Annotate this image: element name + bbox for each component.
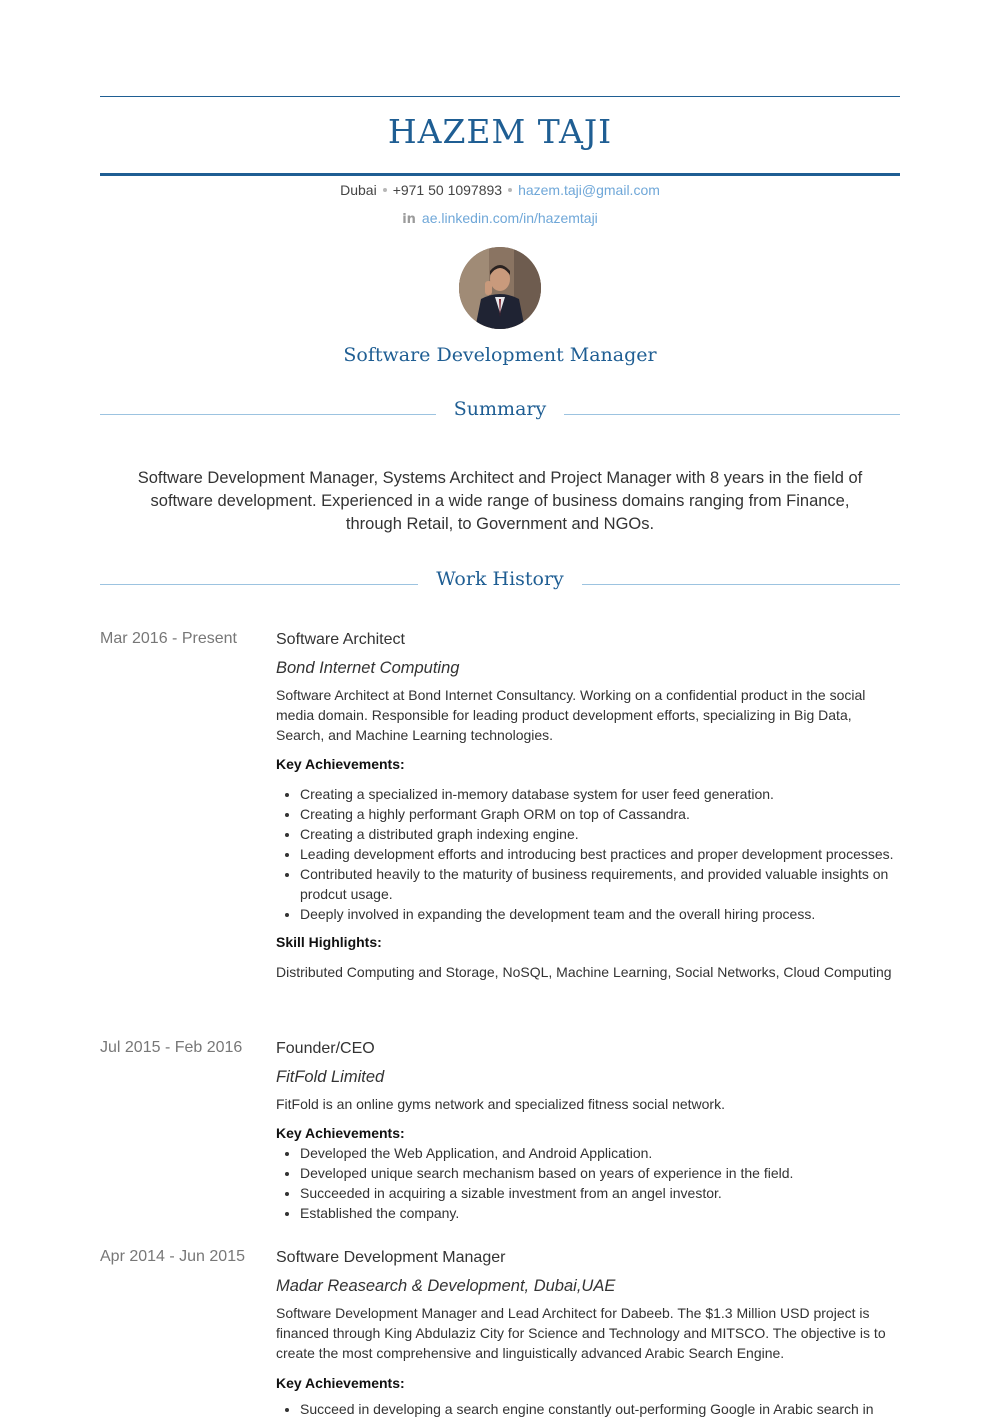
- job-body: [276, 630, 900, 982]
- phone: +971 50 1097893: [392, 182, 503, 198]
- job-description: FitFold is an online gyms network and specialized fitness social network.: [276, 1096, 725, 1112]
- achievements-list: [276, 1399, 900, 1419]
- list-item: • Creating a distributed graph indexing engine.: [300, 824, 900, 844]
- section-title: Summary: [453, 398, 547, 420]
- avatar-photo: [459, 247, 541, 329]
- job-description: Software Development Manager and Lead Architect for Dabeeb. The $1.3 Million USD project is financed through King Abdulaziz City for Science and Technology and MITSCO. The objective is to create the most comprehensive and linguistically advanced Arabic Search Engine.: [276, 1305, 886, 1361]
- achievements-label: Key Achievements:: [276, 756, 405, 772]
- job-company: Madar Reasearch & Development, Dubai,UAE: [276, 1277, 616, 1295]
- header-bottom-rule: [100, 173, 900, 176]
- list-item: • Deeply involved in expanding the development team and the overall hiring process.: [300, 904, 900, 924]
- achievements-label: Key Achievements:: [276, 1375, 405, 1391]
- city: Dubai: [340, 182, 377, 198]
- email-link[interactable]: hazem.taji@gmail.com: [518, 182, 660, 198]
- job-title: Founder/CEO: [276, 1040, 375, 1057]
- list-item: • Creating a highly performant Graph ORM on top of Cassandra.: [300, 804, 900, 824]
- job-dates: Apr 2014 - Jun 2015: [100, 1248, 245, 1265]
- job-title: Software Development Manager: [276, 1249, 506, 1266]
- skills-text: Distributed Computing and Storage, NoSQL, Machine Learning, Social Networks, Cloud Computing: [276, 964, 892, 980]
- list-item: • Established the company.: [300, 1203, 900, 1223]
- job-description: Software Architect at Bond Internet Consultancy. Working on a confidential product in the social media domain. Responsible for leading product development efforts, specializing in Big Data, Search, and Machine Learning technologies.: [276, 687, 866, 743]
- list-item: • Succeeded in acquiring a sizable investment from an angel investor.: [300, 1183, 900, 1203]
- list-item: • Contributed heavily to the maturity of business requirements, and provided valuable insights on prodcut usage.: [300, 864, 900, 904]
- linkedin-icon: in: [402, 212, 416, 227]
- avatar: [459, 247, 541, 329]
- separator-dot-icon: [508, 188, 512, 192]
- list-item: • Developed the Web Application, and Android Application.: [300, 1143, 900, 1163]
- contact-line: [100, 182, 900, 198]
- achievements-list: [276, 784, 900, 924]
- headline: Software Development Manager: [343, 344, 657, 366]
- summary-section-header: [100, 398, 900, 428]
- job-body: [276, 1248, 900, 1419]
- linkedin-link[interactable]: ae.linkedin.com/in/hazemtaji: [421, 210, 598, 226]
- achievements-label: Key Achievements:: [276, 1125, 405, 1141]
- job-title: Software Architect: [276, 631, 405, 648]
- list-item: • Creating a specialized in-memory database system for user feed generation.: [300, 784, 900, 804]
- separator-dot-icon: [383, 188, 387, 192]
- candidate-name: HAZEM TAJI: [387, 112, 613, 151]
- list-item: • Developed unique search mechanism based on years of experience in the field.: [300, 1163, 900, 1183]
- skills-label: Skill Highlights:: [276, 934, 382, 950]
- list-item: • Leading development efforts and introducing best practices and proper development processes.: [300, 844, 900, 864]
- summary-text: Software Development Manager, Systems Architect and Project Manager with 8 years in the field of software development. Experienced in a wide range of business domains ranging from Finance, through Retail, to Government and NGOs.: [137, 469, 863, 533]
- header-top-rule: [100, 96, 900, 97]
- job-dates: Jul 2015 - Feb 2016: [100, 1039, 243, 1056]
- job-body: [276, 1039, 900, 1223]
- section-title: Work History: [436, 568, 564, 590]
- job-company: FitFold Limited: [276, 1068, 385, 1086]
- job-company: Bond Internet Computing: [276, 659, 460, 677]
- job-dates: Mar 2016 - Present: [100, 630, 237, 647]
- linkedin-line: [100, 210, 900, 227]
- list-item: • Succeed in developing a search engine constantly out-performing Google in Arabic search in: [300, 1399, 900, 1419]
- work-section-header: [100, 568, 900, 598]
- achievements-list: [276, 1143, 900, 1223]
